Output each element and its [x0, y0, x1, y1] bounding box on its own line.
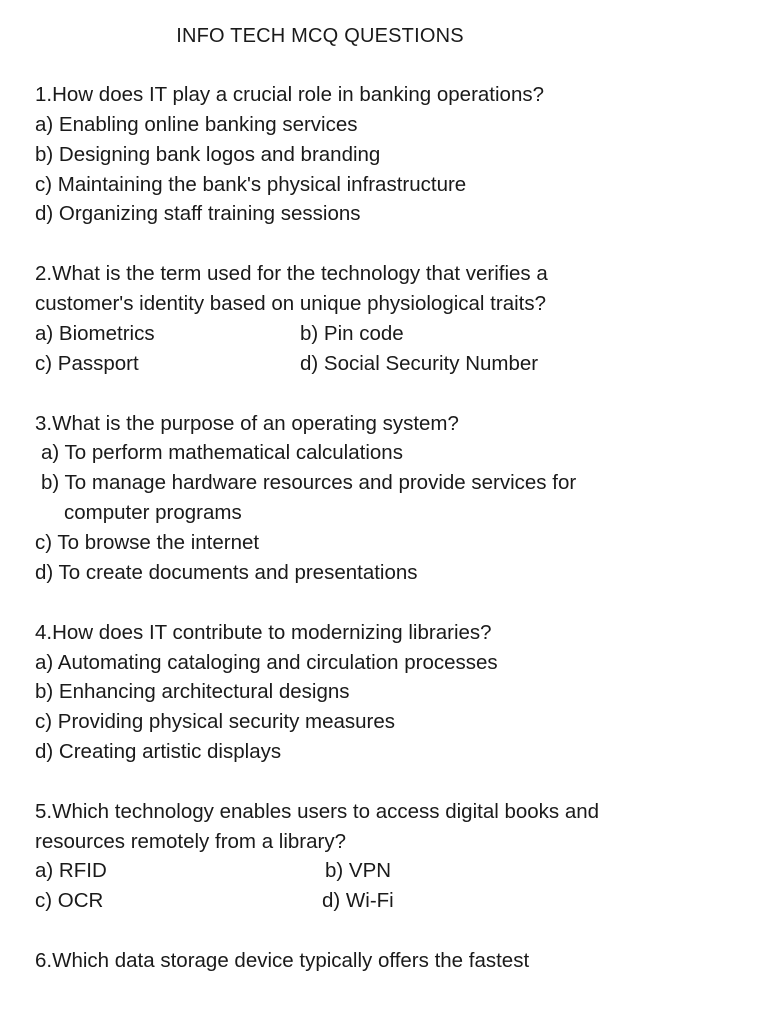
question-4-text: 4.How does IT contribute to modernizing libraries?: [35, 621, 492, 644]
question-3-option-b-line-2: computer programs: [64, 501, 242, 524]
question-3-option-a: a) To perform mathematical calculations: [41, 441, 403, 464]
question-5-option-c: c) OCR: [35, 889, 104, 912]
question-2-option-d: d) Social Security Number: [300, 352, 539, 375]
question-5-text-line-1: 5.Which technology enables users to access digital books and: [35, 800, 600, 823]
question-2-text-line-1: 2.What is the term used for the technology that verifies a: [35, 262, 548, 285]
question-2-option-b: b) Pin code: [300, 322, 404, 345]
question-5-option-a: a) RFID: [35, 859, 107, 882]
question-1-option-b: b) Designing bank logos and branding: [35, 143, 381, 166]
question-4-option-a: a) Automating cataloging and circulation processes: [35, 651, 498, 674]
question-1-option-a: a) Enabling online banking services: [35, 113, 358, 136]
question-1-text: 1.How does IT play a crucial role in banking operations?: [35, 83, 544, 106]
question-1-option-c: c) Maintaining the bank's physical infrastructure: [35, 173, 467, 196]
question-5-option-b: b) VPN: [325, 859, 392, 882]
question-3-option-c: c) To browse the internet: [35, 531, 260, 554]
question-3-option-d: d) To create documents and presentations: [35, 561, 418, 584]
question-3-option-b-line-1: b) To manage hardware resources and provide services for: [41, 471, 577, 494]
question-4-option-d: d) Creating artistic displays: [35, 740, 282, 763]
question-6-text: 6.Which data storage device typically offers the fastest: [35, 949, 530, 972]
question-1-option-d: d) Organizing staff training sessions: [35, 202, 361, 225]
question-2-text-line-2: customer's identity based on unique physiological traits?: [35, 292, 547, 315]
question-2-option-a: a) Biometrics: [35, 322, 155, 345]
question-4-option-b: b) Enhancing architectural designs: [35, 680, 350, 703]
question-5-text-line-2: resources remotely from a library?: [35, 830, 347, 853]
document-title: INFO TECH MCQ QUESTIONS: [176, 25, 464, 47]
question-2-option-c: c) Passport: [35, 352, 139, 375]
question-5-option-d: d) Wi-Fi: [322, 889, 394, 912]
question-4-option-c: c) Providing physical security measures: [35, 710, 396, 733]
question-3-text: 3.What is the purpose of an operating system?: [35, 412, 459, 435]
